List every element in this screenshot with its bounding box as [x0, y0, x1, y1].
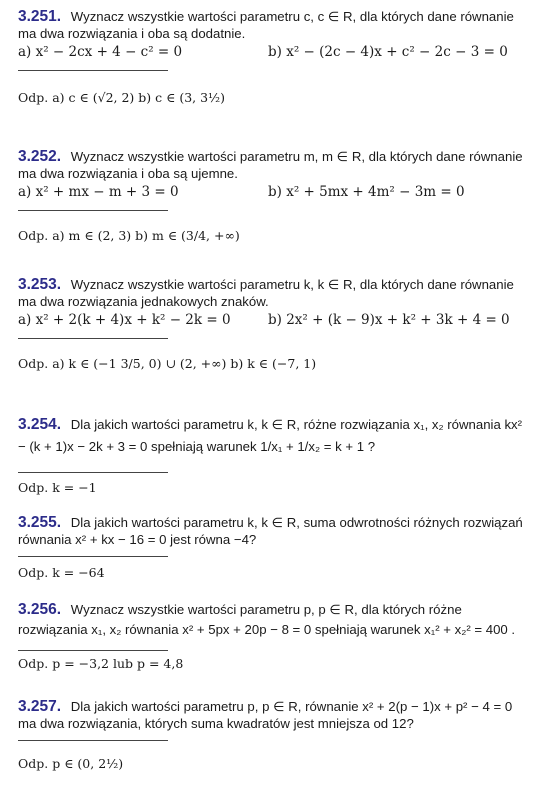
part-a: a) x² + 2(k + 4)x + k² − 2k = 0	[18, 312, 231, 328]
separator-line	[18, 740, 168, 741]
separator-line	[18, 210, 168, 211]
problem-3-256	[18, 600, 528, 671]
separator-line	[18, 472, 168, 473]
problem-number: 3.253.	[18, 276, 62, 293]
problem-text: Wyznacz wszystkie wartości parametru m, m ∈ R, dla których dane równanie ma dwa rozwiązania i oba są ujemne.	[18, 149, 523, 181]
problem-number: 3.251.	[18, 8, 62, 25]
answer	[18, 656, 183, 671]
problem-text: Wyznacz wszystkie wartości parametru c, c ∈ R, dla których dane równanie ma dwa rozwiązania i oba są dodatnie.	[18, 9, 514, 41]
problem-3-251	[18, 8, 528, 105]
problem-number: 3.257.	[18, 698, 62, 715]
answer	[18, 228, 240, 243]
separator-line	[18, 650, 168, 651]
answer-text: k = −1	[52, 480, 97, 495]
answer-text: a) c ∈ (√2, 2) b) c ∈ (3, 3½)	[52, 90, 226, 105]
answer-label: Odp.	[18, 480, 49, 495]
answer-text: p ∈ (0, 2½)	[52, 756, 124, 771]
problem-3-254	[18, 414, 528, 495]
answer	[18, 565, 105, 580]
part-b: b) 2x² + (k − 9)x + k² + 3k + 4 = 0	[268, 312, 510, 328]
part-a: a) x² + mx − m + 3 = 0	[18, 184, 179, 200]
answer	[18, 90, 225, 105]
problem-text: Dla jakich wartości parametru k, k ∈ R, suma odwrotności różnych rozwiązań równania x² + kx − 16 = 0 jest równa −4?	[18, 515, 523, 547]
answer-text: a) k ∈ (−1 3/5, 0) ∪ (2, +∞) b) k ∈ (−7, 1)	[52, 356, 317, 371]
answer-text: p = −3,2 lub p = 4,8	[52, 656, 184, 671]
answer-text: k = −64	[52, 565, 105, 580]
problem-number: 3.256.	[18, 601, 62, 618]
separator-line	[18, 70, 168, 71]
answer-label: Odp.	[18, 356, 49, 371]
problem-3-252	[18, 148, 528, 243]
answer-label: Odp.	[18, 90, 49, 105]
answer-label: Odp.	[18, 756, 49, 771]
problem-text: Wyznacz wszystkie wartości parametru p, p ∈ R, dla których różne rozwiązania x₁, x₂ równania x² + 5px + 20p − 8 = 0 spełniają warunek x₁² + x₂² = 400 .	[18, 602, 516, 637]
problem-text: Dla jakich wartości parametru k, k ∈ R, różne rozwiązania x₁, x₂ równania kx² − (k + 1)x − 2k + 3 = 0 spełniają warunek 1/x₁ + 1/x₂ = k + 1 ?	[18, 417, 523, 454]
problem-number: 3.254.	[18, 416, 62, 433]
part-b: b) x² − (2c − 4)x + c² − 2c − 3 = 0	[268, 44, 508, 60]
answer	[18, 356, 316, 371]
problem-3-257	[18, 698, 528, 771]
separator-line	[18, 338, 168, 339]
problem-text: Dla jakich wartości parametru p, p ∈ R, równanie x² + 2(p − 1)x + p² − 4 = 0 ma dwa rozwiązania, których suma kwadratów jest mniejsza od 12?	[18, 699, 513, 731]
part-a: a) x² − 2cx + 4 − c² = 0	[18, 44, 183, 60]
answer-label: Odp.	[18, 565, 49, 580]
answer-text: a) m ∈ (2, 3) b) m ∈ (3/4, +∞)	[52, 228, 240, 243]
problem-3-253	[18, 276, 528, 371]
problem-3-255	[18, 514, 528, 580]
separator-line	[18, 556, 168, 557]
problem-text: Wyznacz wszystkie wartości parametru k, k ∈ R, dla których dane równanie ma dwa rozwiązania jednakowych znaków.	[18, 277, 514, 309]
answer-label: Odp.	[18, 228, 49, 243]
answer	[18, 756, 123, 771]
answer	[18, 480, 97, 495]
answer-label: Odp.	[18, 656, 49, 671]
problem-number: 3.252.	[18, 148, 62, 165]
problem-number: 3.255.	[18, 514, 62, 531]
part-b: b) x² + 5mx + 4m² − 3m = 0	[268, 184, 465, 200]
